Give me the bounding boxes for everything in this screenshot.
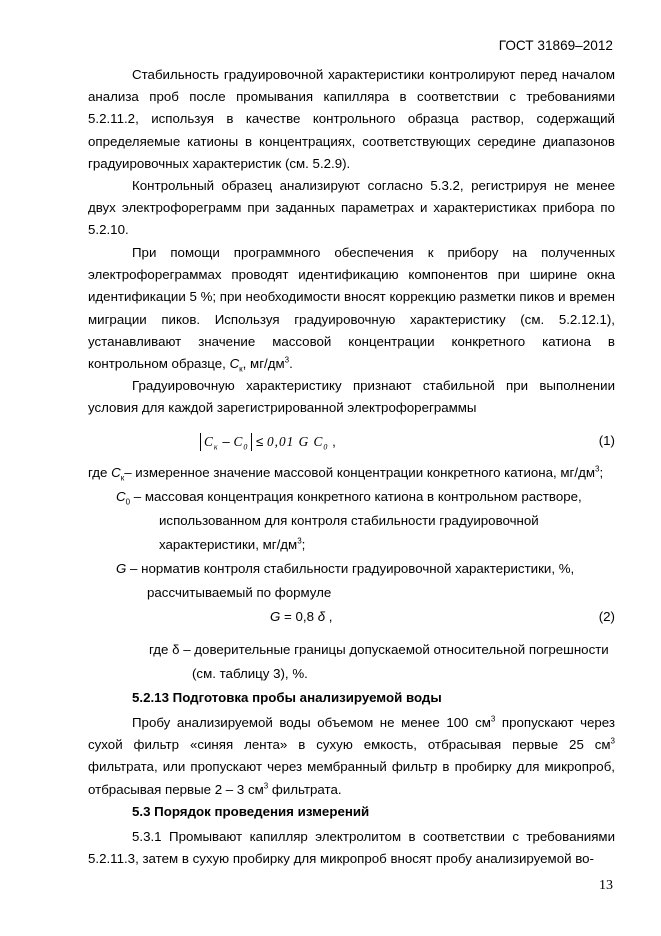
paragraph-stability: Стабильность градуировочной характеристики контролируют перед началом анализа проб после промывания капилляра в соответствии с требованиями 5.2.11.2, используя в качестве контрольного образца раствор, содержащий определяемые катионы в концентрациях, соответствующих середине диапазонов градуировочных характеристик (см. 5.2.9). <box>88 67 615 171</box>
document-header: ГОСТ 31869–2012 <box>498 38 613 53</box>
section-heading-5-2-13: 5.2.13 Подготовка пробы анализируемой воды <box>132 690 442 705</box>
definition-ck: где $С_к-$ измеренное значение массовой концентрации конкретного катиона, $мг/дм^3$; <box>88 464 604 483</box>
paragraph-control-sample: Контрольный образец анализируют согласно 5.3.2, регистрируя не менее двух электрофореграмм при заданных параметрах и характеристиках прибора по 5.2.10. <box>88 178 615 238</box>
page-number: 13 <box>599 878 613 893</box>
paragraph-5-3-1: 5.3.1 Промывают капилляр электролитом в соответствии с требованиями 5.2.11.3, затем в сухую пробирку для микропроб вносят пробу анализируемой во- <box>88 829 615 867</box>
paragraph-condition: Градуировочную характеристику признают стабильной при выполнении условия для каждой зарегистрированной электрофореграммы <box>88 378 615 416</box>
definition-c0-line3: характеристики, $мг/дм^3$; <box>159 536 306 552</box>
definition-delta-line2: (см. таблицу 3), %. <box>192 666 308 681</box>
equation-2: G = 0,8 δ , <box>270 609 333 624</box>
equation-1-abs: $C_к - C_0$ <box>200 433 252 451</box>
definition-g: G – норматив контроля стабильности градуировочной характеристики, %, <box>116 561 575 576</box>
paragraph-sample-prep: Пробу анализируемой воды объемом не менее 100 $см^3$ пропускают через сухой фильтр «синяя лента» в сухую емкость, отбрасывая первые 25 $см^3$ фильтрата, или пропускают через мембранный фильтр в пробирку для микропроб, отбрасывая первые 2 – 3 $см^3$ фильтрата. <box>88 714 615 797</box>
definition-delta: где δ – доверительные границы допускаемой относительной погрешности <box>149 642 609 657</box>
paragraph-software: При помощи программного обеспечения к прибору на полученных электрофореграммах проводят идентификацию компонентов при ширине окна идентификации 5 %; при необходимости вносят коррекцию разметки пиков и времен миграции пиков. Используя градуировочную характеристику (см. 5.2.12.1), устанавливают значение массовой концентрации конкретного катиона в контрольном образце, $С_к$, $мг/дм^3$. <box>88 245 615 374</box>
equation-1-number: (1) <box>598 433 615 448</box>
paragraph-software-text: При помощи программного обеспечения к прибору на полученных электрофореграммах проводят идентификацию компонентов при ширине окна идентификации 5 %; при необходимости вносят коррекцию разметки пиков и времен миграции пиков. Используя градуировочную характеристику (см. 5.2.12.1), устанавливают значение массовой концентрации конкретного катиона в контрольном образце, <box>88 245 615 372</box>
equation-2-number: (2) <box>598 609 615 624</box>
definition-c0: $С_0$ – массовая концентрация конкретного катиона в контрольном растворе, <box>116 489 582 507</box>
equation-1: $C_к - C_0 \le 0,01$ G $C_0$ , <box>200 433 336 451</box>
definition-g-line2: рассчитываемый по формуле <box>147 585 332 600</box>
definition-c0-line2: использованном для контроля стабильности градуировочной <box>159 513 539 528</box>
section-heading-5-3: 5.3 Порядок проведения измерений <box>132 804 370 819</box>
